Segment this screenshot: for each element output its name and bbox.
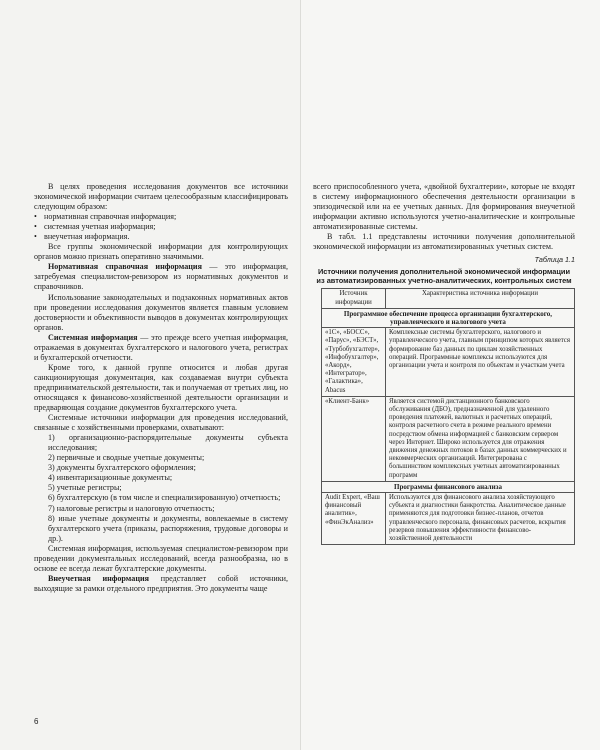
- term: Внеучетная информация: [48, 573, 150, 583]
- table-section-row: [322, 481, 575, 492]
- numbered-item: 4) инвентаризационные документы;: [48, 473, 173, 483]
- paragraph: В табл. 1.1 представлены источники получения дополнительной экономической информации из автоматизированных учетных систем.: [313, 232, 575, 252]
- definition-text: — это прежде всего учетная информация, отражаемая в документах бухгалтерского и налогового учета, регистрах и бухгалтерской отчетности.: [34, 332, 289, 362]
- bullet-item: • внеучетная информация.: [34, 232, 288, 242]
- numbered-item: 8) иные учетные документы и документы, вовлекаемые в систему бухгалтерского учета (приказы, распоряжения, трудовые договоры и др.).: [48, 513, 288, 543]
- table-section-row: [322, 308, 575, 327]
- paragraph: Системная информация, используемая специалистом-ревизором при проведении документальных исследований, всегда разнообразна, но в основе ее всегда лежат бухгалтерские документы.: [34, 543, 288, 573]
- header-cell: Характеристика источника информации: [386, 289, 575, 308]
- source-cell: «1С», «БОСС», «Парус», «БЭСТ», «Турбобухгалтер», «Инфобухгалтер», «Акорд», «Интегратор», «Галактика», Abacus: [322, 328, 386, 397]
- definition-text: — это информация, затребуемая специалистом-ревизором из нормативных документов и справочников.: [34, 262, 289, 292]
- source-cell: Audit Expert, «Ваш финансовый аналитик», «ФинЭкАнализ»: [322, 493, 386, 545]
- paragraph: В целях проведения исследования документов все источники экономической информации считаем целесообразным классифицировать следующим образом:: [34, 182, 288, 212]
- offaccount-definition: [34, 574, 288, 594]
- numbered-item: 6) бухгалтерскую (в том числе и специализированную) отчетность;: [48, 493, 281, 503]
- sources-table: [321, 288, 575, 545]
- table-caption: Таблица 1.1: [534, 255, 575, 265]
- table-row: [322, 396, 575, 481]
- numbered-item: 7) налоговые регистры и налоговую отчетность;: [48, 503, 215, 513]
- table-row: [322, 493, 575, 545]
- paragraph: Кроме того, к данной группе относится и любая другая санкционирующая документация, как создаваемая внутри субъекта предпринимательской деятельности, так и получаемая от третьих лиц, но относящаяся к финансово-хозяйственной деятельности организации и предваряющая создание документов бухгалтерского учета.: [34, 362, 288, 413]
- header-cell: Источник информации: [322, 289, 386, 308]
- paragraph: Системные источники информации для проведения исследований, связанные с хозяйственными проверками, охватывают:: [34, 413, 288, 433]
- table-header-row: [322, 289, 575, 308]
- paragraph: Использование законодательных и подзаконных нормативных актов при проведении исследования документов является главным условием достоверности и объективности выводов в документах контролирующих органов.: [34, 292, 288, 332]
- source-cell: «Клиент-Банк»: [322, 396, 386, 481]
- paragraph: Все группы экономической информации для контролирующих органов можно признать оперативно значимыми.: [34, 242, 288, 262]
- numbered-item: 2) первичные и сводные учетные документы;: [48, 453, 205, 463]
- description-cell: Является системой дистанционного банковского обслуживания (ДБО), предназначенной для удаленного проведения платежей, валютных и расчетных операций, контроля расчетного счета в режиме реального времени посредством обмена информацией с банковским сервером через Интернет. Широко используется для отражения движения денежных потоков в базах данных коммерческих и некоммерческих организаций. Интегрирована с большинством комплексных учетных автоматизированных программ: [386, 396, 575, 481]
- numbered-item: 5) учетные регистры;: [48, 483, 122, 493]
- term: Системная информация: [48, 332, 138, 342]
- bullet-item: • нормативная справочная информация;: [34, 212, 288, 222]
- normative-definition: [34, 262, 288, 292]
- right-page-text: [313, 182, 575, 545]
- section-title: Программы финансового анализа: [322, 481, 575, 492]
- table-title: Источники получения дополнительной экономической информации из автоматизированных учетно-аналитических, контрольных систем: [316, 267, 572, 286]
- system-definition: [34, 333, 288, 363]
- table-row: [322, 328, 575, 397]
- bullet-item: • системная учетная информация;: [34, 222, 288, 232]
- definition-text: представляет собой источники, выходящие за рамки отдельного предприятия. Это документы чаще: [34, 573, 289, 593]
- numbered-item: 1) организационно-распорядительные документы субъекта исследования;: [48, 433, 288, 453]
- description-cell: Используются для финансового анализа хозяйствующего субъекта и диагностики банкротства. Аналитическое данные применяются для подготовки бизнес-планов, отчетов управленческого персонала, финансовых расчетов, вскрытия резервов повышения эффективности финансово-хозяйственной деятельности: [386, 493, 575, 545]
- description-cell: Комплексные системы бухгалтерского, налогового и управленческого учета, главным принципом которых является формирование баз данных по циклам хозяйственных операций. Программные комплексы используются для организации учета и контроля по объектам и участкам учета: [386, 328, 575, 397]
- page-number: 6: [34, 717, 39, 726]
- paragraph: всего приспособленного учета, «двойной бухгалтерии», которые не входят в систему информационного обеспечения деятельности организации в эпизодической или на ее учетных данных. Для формирования внеучетной информации активно используются учетно-аналитические и контрольные автоматизированные системы.: [313, 182, 575, 232]
- section-title: Программное обеспечение процесса организации бухгалтерского, управленческого и налогового учета: [322, 308, 575, 327]
- right-page: [300, 0, 600, 750]
- term: Нормативная справочная информация: [48, 262, 202, 272]
- numbered-item: 3) документы бухгалтерского оформления;: [48, 463, 196, 473]
- left-page-text: [34, 182, 288, 594]
